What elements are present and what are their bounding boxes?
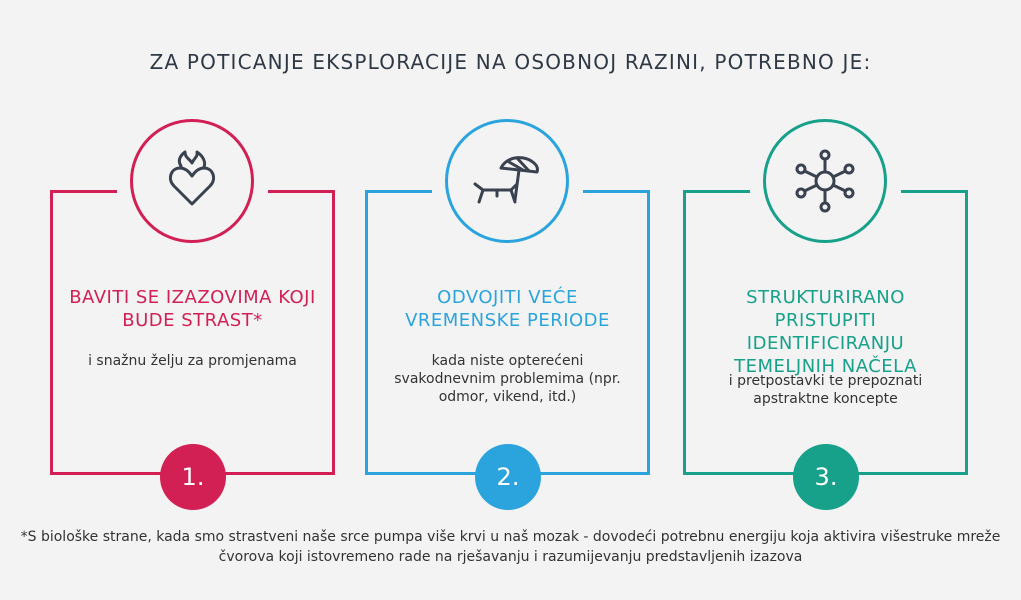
network-hub-icon bbox=[793, 149, 857, 213]
beach-umbrella-lounger-icon bbox=[471, 150, 543, 212]
flaming-heart-icon bbox=[161, 150, 223, 212]
card-1-heading: BAVITI SE IZAZOVIMA KOJI BUDE STRAST* bbox=[69, 287, 316, 331]
card-2-body: kada niste opterećeni svakodnevnim problemima (npr. odmor, vikend, itd.) bbox=[394, 353, 621, 405]
card-2-icon-circle bbox=[445, 119, 569, 243]
card-3-body: i pretpostavki te prepoznati apstraktne koncepte bbox=[728, 373, 923, 407]
card-1-number-badge: 1. bbox=[160, 444, 226, 510]
card-2-number-badge: 2. bbox=[475, 444, 541, 510]
card-1-icon-circle bbox=[130, 119, 254, 243]
page-title: ZA POTICANJE EKSPLORACIJE NA OSOBNOJ RAZINI, POTREBNO JE: bbox=[149, 50, 872, 74]
card-1-body: i snažnu želju za promjenama bbox=[88, 353, 297, 369]
card-2-heading: ODVOJITI VEĆE VREMENSKE PERIODE bbox=[405, 287, 610, 331]
card-3-icon-circle bbox=[763, 119, 887, 243]
card-3-heading: STRUKTURIRANO PRISTUPITI IDENTIFICIRANJU TEMELJNIH NAČELA bbox=[734, 287, 917, 377]
card-3-number-badge: 3. bbox=[793, 444, 859, 510]
footnote: *S biološke strane, kada smo strastveni naše srce pumpa više krvi u naš mozak - dovodeći potrebnu energiju koja aktivira višestruke mreže čvorova koji istovremeno rade na rješavanju i razumijevanju predstavljenih izazova bbox=[20, 529, 1001, 565]
